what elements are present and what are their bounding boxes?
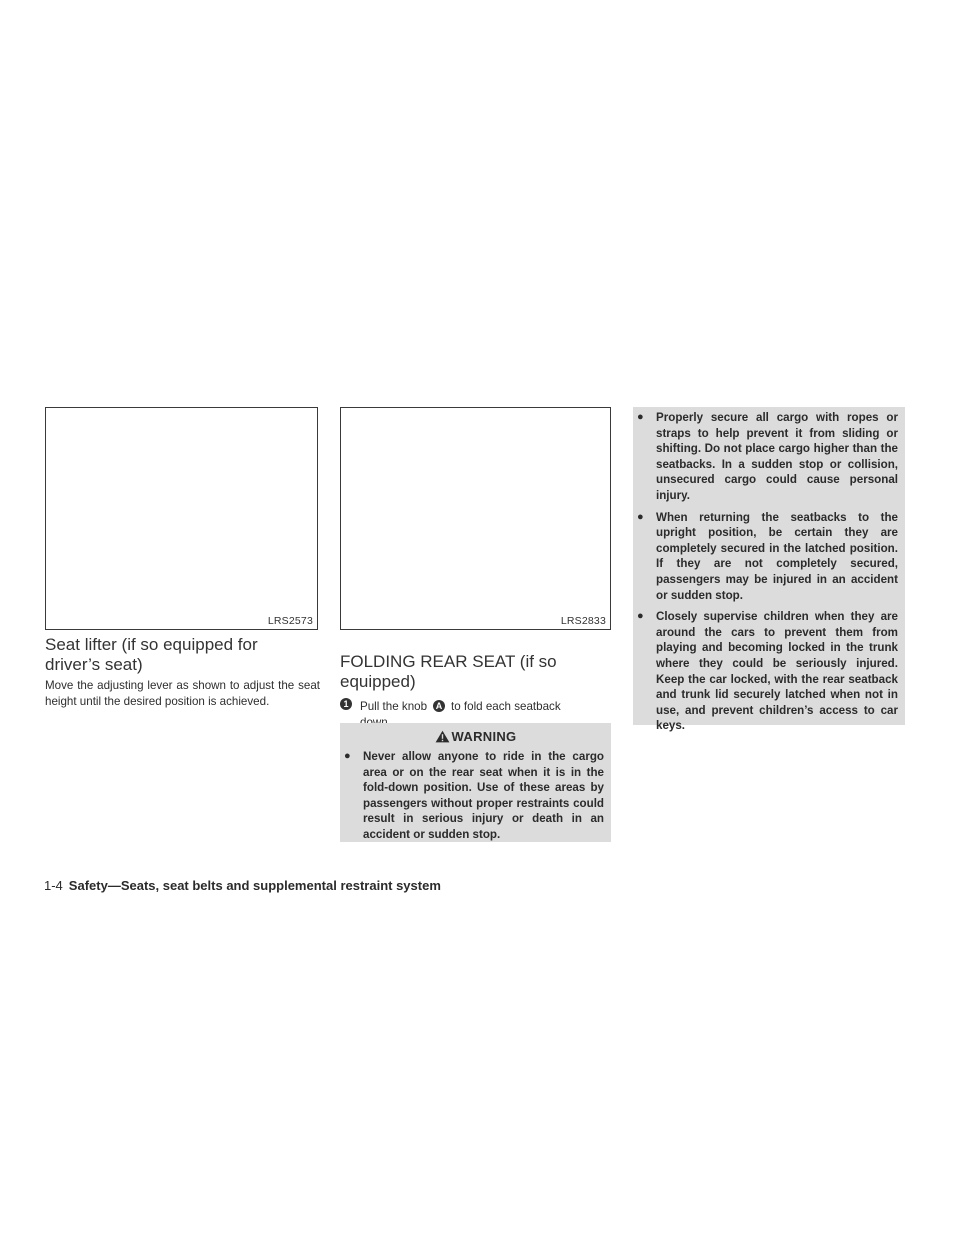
warning-item: ● Never allow anyone to ride in the cargo area or on the rear seat when it is in the fold-down position. Use of these areas by passengers without proper restraints could result in serious injury or death in an accident or sudden stop.: [344, 750, 604, 841]
warning-item: ● When returning the seatbacks to the upright position, be certain they are completely secured in the latched position. If they are not completely secured, passengers may be injured in an accident or sudden stop.: [637, 510, 898, 602]
warning-box: [340, 723, 611, 842]
warning-label: WARNING: [451, 729, 517, 744]
step-text-pre: Pull the knob: [360, 700, 428, 713]
warning-continued-list: [633, 410, 898, 734]
step-text-post: to fold each seatback: [451, 700, 561, 713]
section-title: Safety—Seats, seat belts and supplemental restraint system: [68, 878, 441, 893]
warning-item: ● Closely supervise children when they are around the cars to prevent them from playing and becoming locked in the trunk where they could be seriously injured. Keep the car locked, with the rear seatback and trunk lid securely latched when not in use, and prevent children’s access to car keys.: [637, 610, 898, 733]
step-number-badge: 1: [340, 698, 352, 710]
figure-folding-rear-seat: [340, 407, 611, 630]
warning-continued-box: [633, 407, 905, 733]
warning-heading: [340, 729, 611, 744]
folding-rear-seat-heading: FOLDING REAR SEAT (if so equipped): [340, 652, 557, 691]
bullet-icon: ●: [344, 750, 351, 762]
bullet-icon: ●: [637, 411, 644, 423]
warning-list: [340, 749, 604, 843]
bullet-icon: ●: [637, 510, 644, 523]
warning-triangle-icon: [435, 730, 450, 743]
seat-lifter-body: Move the adjusting lever as shown to adjust the seat height until the desired position is achieved.: [45, 679, 320, 708]
figure-code: LRS2573: [267, 615, 313, 627]
page-footer: [44, 878, 441, 893]
figure-seat-lifter: [45, 407, 318, 630]
figure-code: LRS2833: [560, 615, 606, 627]
bullet-icon: ●: [637, 610, 644, 623]
page-number: 1-4: [44, 878, 63, 893]
seat-lifter-heading: Seat lifter (if so equipped for driver’s seat): [45, 635, 258, 674]
warning-item: ● Properly secure all cargo with ropes or straps to help prevent it from sliding or shifting. Do not place cargo higher than the seatbacks. In a sudden stop or collision, unsecured cargo could cause personal injury.: [637, 411, 898, 502]
knob-marker-badge: A: [433, 700, 445, 712]
